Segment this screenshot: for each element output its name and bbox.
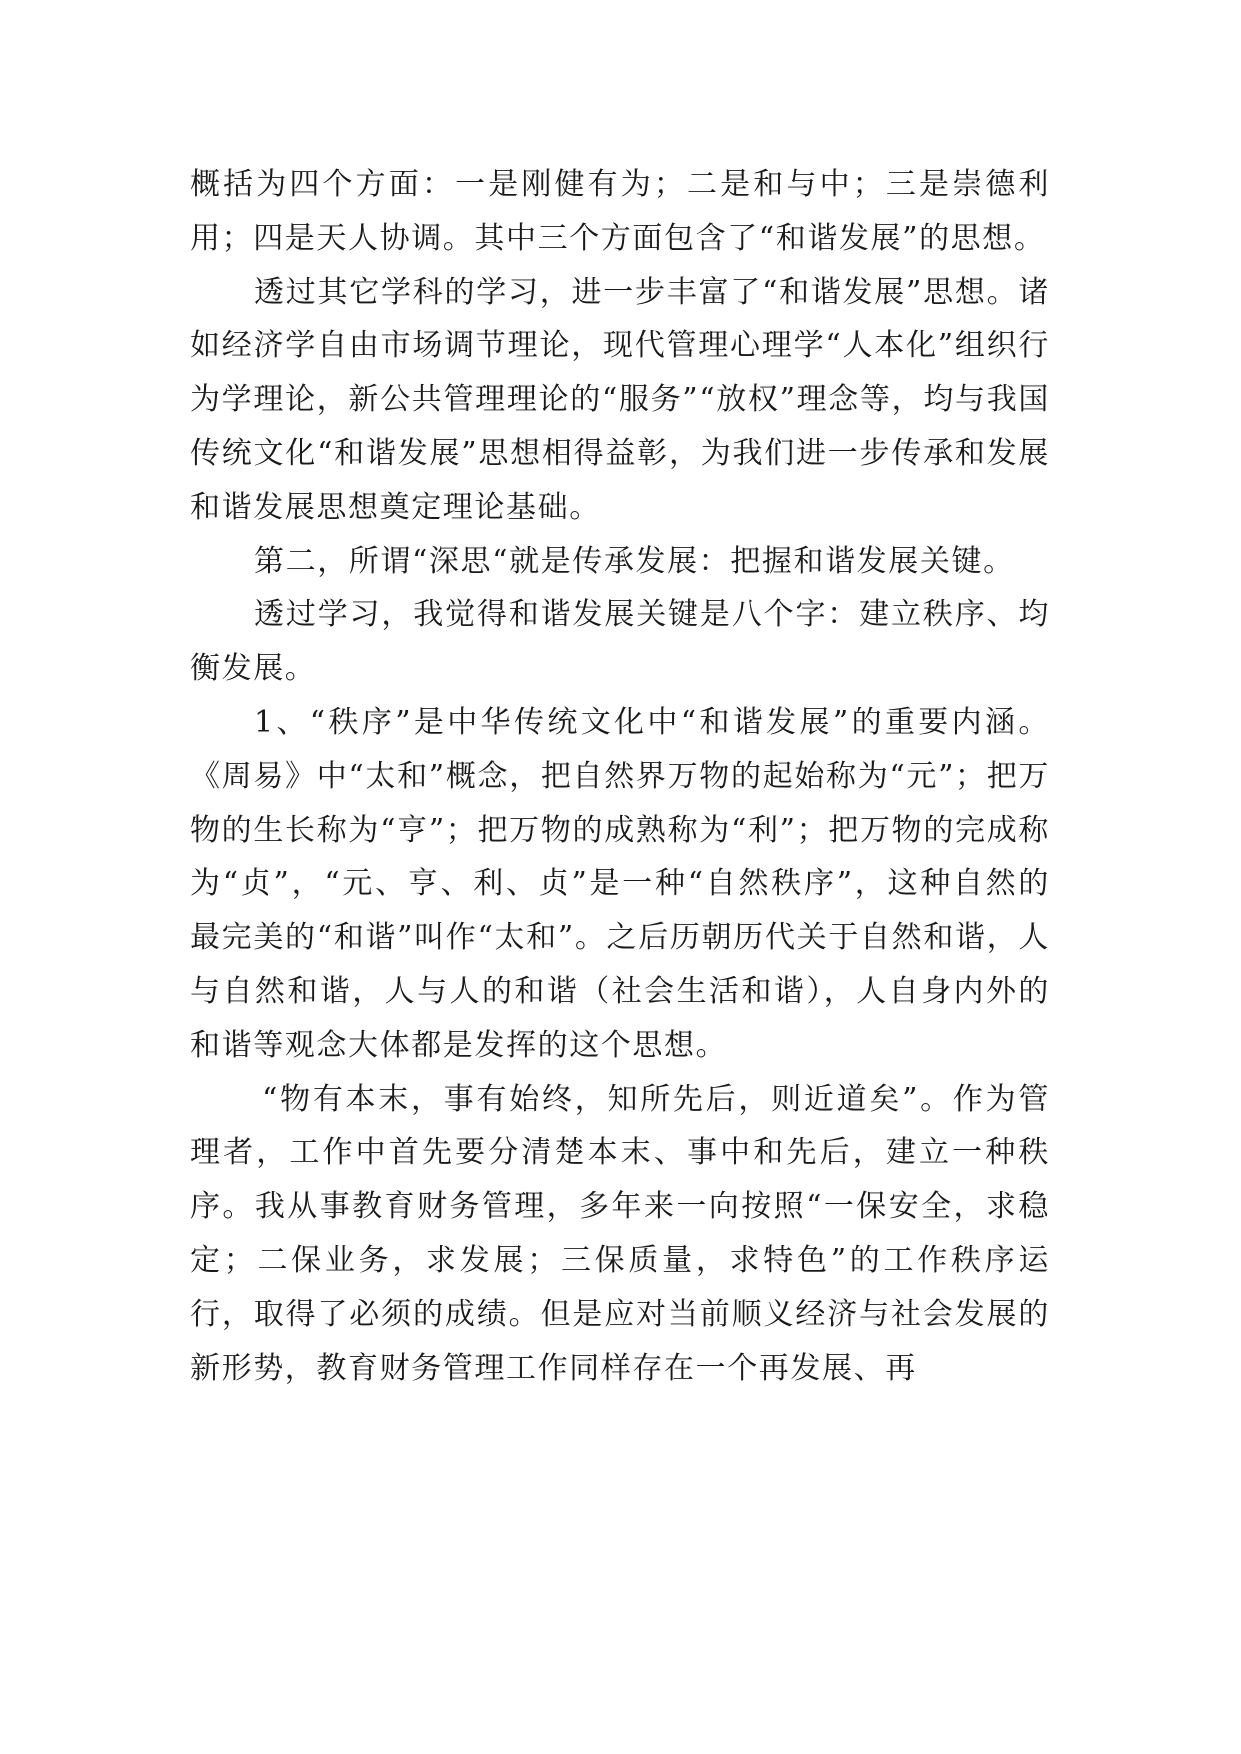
paragraph-4: 透过学习，我觉得和谐发展关键是八个字：建立秩序、均衡发展。 <box>190 597 1050 687</box>
paragraph-6: “物有本末，事有始终，知所先后，则近道矣”。作为管理者，工作中首先要分清楚本末、事中和先后，建立一种秩序。我从事教育财务管理，多年来一向按照“一保安全，求稳定；二保业务，求发展；三保质量，求特色”的工作秩序运行，取得了必须的成绩。但是应对当前顺义经济与社会发展的新形势，教育财务管理工作同样存在一个再发展、再 <box>190 1081 1050 1386</box>
paragraph-3: 第二，所谓“深思“就是传承发展：把握和谐发展关键。 <box>254 543 1015 579</box>
paragraph-5: 1、“秩序”是中华传统文化中“和谐发展”的重要内涵。《周易》中“太和”概念，把自然界万物的起始称为“元”；把万物的生长称为“亨”；把万物的成熟称为“利”；把万物的完成称为“贞”，“元、亨、利、贞”是一种“自然秩序”，这种自然的最完美的“和谐”叫作“太和”。之后历朝历代关于自然和谐，人与自然和谐，人与人的和谐（社会生活和谐），人自身内外的和谐等观念大体都是发挥的这个思想。 <box>190 704 1050 1063</box>
paragraph-2: 透过其它学科的学习，进一步丰富了“和谐发展”思想。诸如经济学自由市场调节理论，现代管理心理学“人本化”组织行为学理论，新公共管理理论的“服务”“放权”理念等，均与我国传统文化“和谐发展”思想相得益彰，为我们进一步传承和发展和谐发展思想奠定理论基础。 <box>190 274 1050 525</box>
paragraph-1: 概括为四个方面：一是刚健有为；二是和与中；三是崇德利用；四是天人协调。其中三个方面包含了“和谐发展”的思想。 <box>190 167 1050 256</box>
body-text <box>190 158 1050 1395</box>
